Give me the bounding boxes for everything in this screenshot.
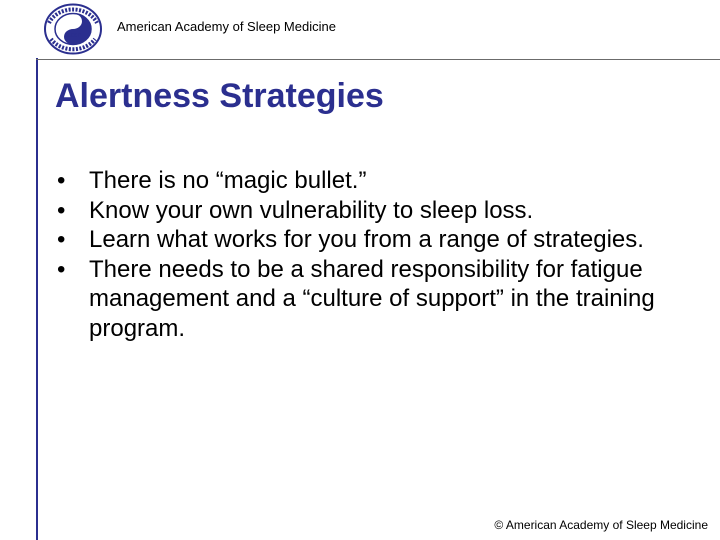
list-item [55, 225, 655, 255]
bullet-text: Learn what works for you from a range of strategies. [89, 226, 644, 253]
bullet-icon: • [57, 167, 66, 194]
bullet-icon: • [57, 255, 66, 283]
bullet-icon: • [57, 196, 66, 224]
header-divider [36, 59, 720, 60]
copyright-footer: © American Academy of Sleep Medicine [494, 518, 708, 532]
bullet-list [55, 166, 655, 343]
logo-sleep-text: SLEEP [64, 33, 82, 39]
bullet-text: Know your own vulnerability to sleep loss. [89, 196, 534, 224]
list-item [55, 196, 655, 226]
left-accent-rule [36, 58, 38, 540]
bullet-text: There needs to be a shared responsibility for fatigue management and a “culture of support” in the training program. [89, 255, 655, 342]
list-item [55, 255, 655, 344]
aasm-seal-logo-icon [43, 3, 103, 55]
organization-name: American Academy of Sleep Medicine [117, 19, 336, 34]
list-item [55, 166, 655, 196]
bullet-text: There is no “magic bullet.” [89, 167, 367, 194]
page-title: Alertness Strategies [55, 77, 384, 115]
bullet-icon: • [57, 226, 66, 253]
